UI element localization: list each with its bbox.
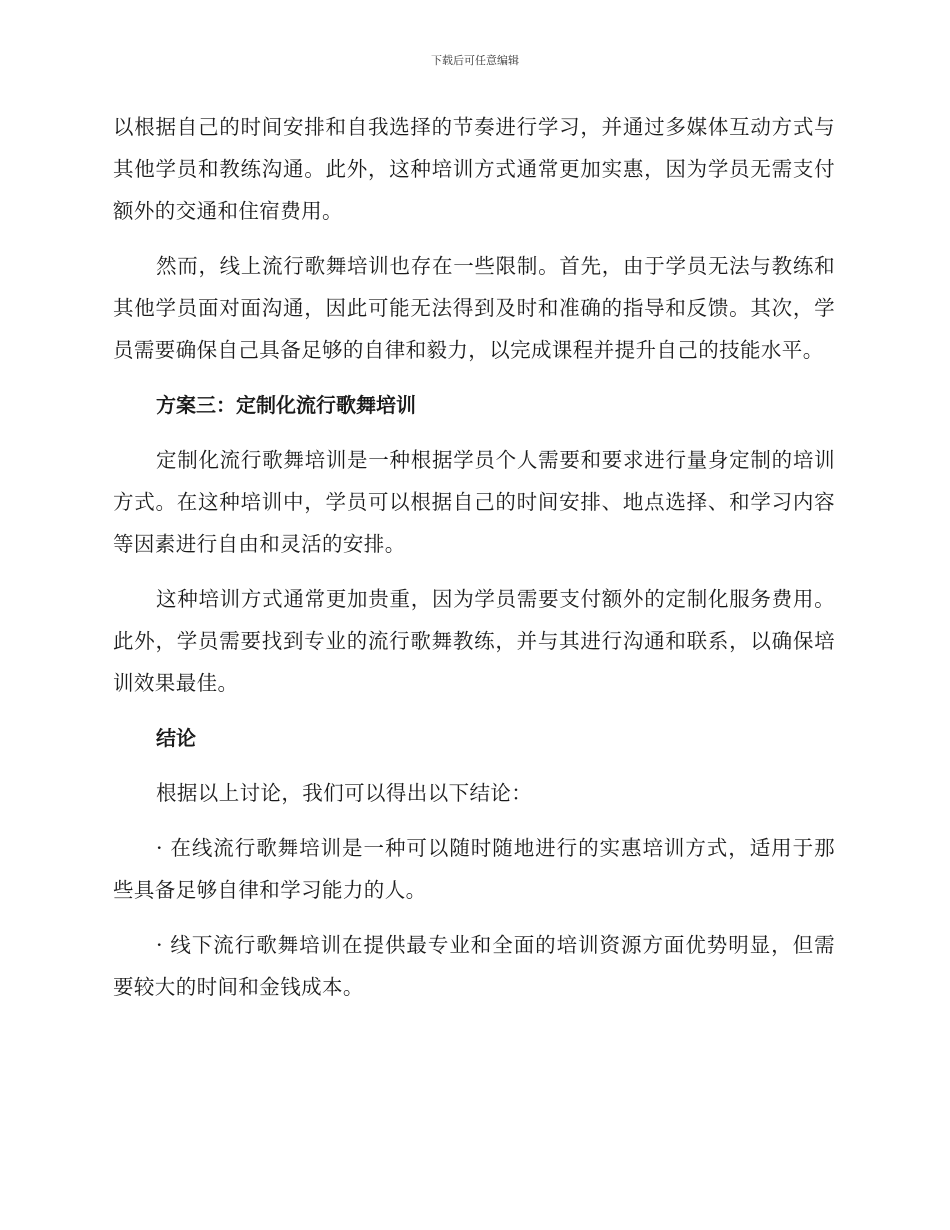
paragraph-conclusion-intro: 根据以上讨论，我们可以得出以下结论： xyxy=(156,781,533,805)
list-item-online-conclusion: · 在线流行歌舞培训是一种可以随时随地进行的实惠培训方式，适用于那些具备足够自律和学习能力的人。 xyxy=(113,836,835,902)
paragraph-continued: 以根据自己的时间安排和自我选择的节奏进行学习，并通过多媒体互动方式与其他学员和教练沟通。此外，这种培训方式通常更加实惠，因为学员无需支付额外的交通和住宿费用。 xyxy=(113,115,835,223)
document-body xyxy=(113,106,835,1021)
paragraph-custom-cost: 这种培训方式通常更加贵重，因为学员需要支付额外的定制化服务费用。此外，学员需要找到专业的流行歌舞教练，并与其进行沟通和联系，以确保培训效果最佳。 xyxy=(113,587,835,695)
page-header: 下载后可任意编辑 xyxy=(431,54,519,67)
section-heading-plan-three: 方案三：定制化流行歌舞培训 xyxy=(156,393,416,417)
paragraph-custom-training: 定制化流行歌舞培训是一种根据学员个人需要和要求进行量身定制的培训方式。在这种培训中，学员可以根据自己的时间安排、地点选择、和学习内容等因素进行自由和灵活的安排。 xyxy=(113,448,835,556)
paragraph-online-limitations: 然而，线上流行歌舞培训也存在一些限制。首先，由于学员无法与教练和其他学员面对面沟通，因此可能无法得到及时和准确的指导和反馈。其次，学员需要确保自己具备足够的自律和毅力，以完成课程并提升自己的技能水平。 xyxy=(113,254,835,362)
section-heading-conclusion: 结论 xyxy=(156,726,196,750)
list-item-offline-conclusion: · 线下流行歌舞培训在提供最专业和全面的培训资源方面优势明显，但需要较大的时间和金钱成本。 xyxy=(113,933,835,999)
